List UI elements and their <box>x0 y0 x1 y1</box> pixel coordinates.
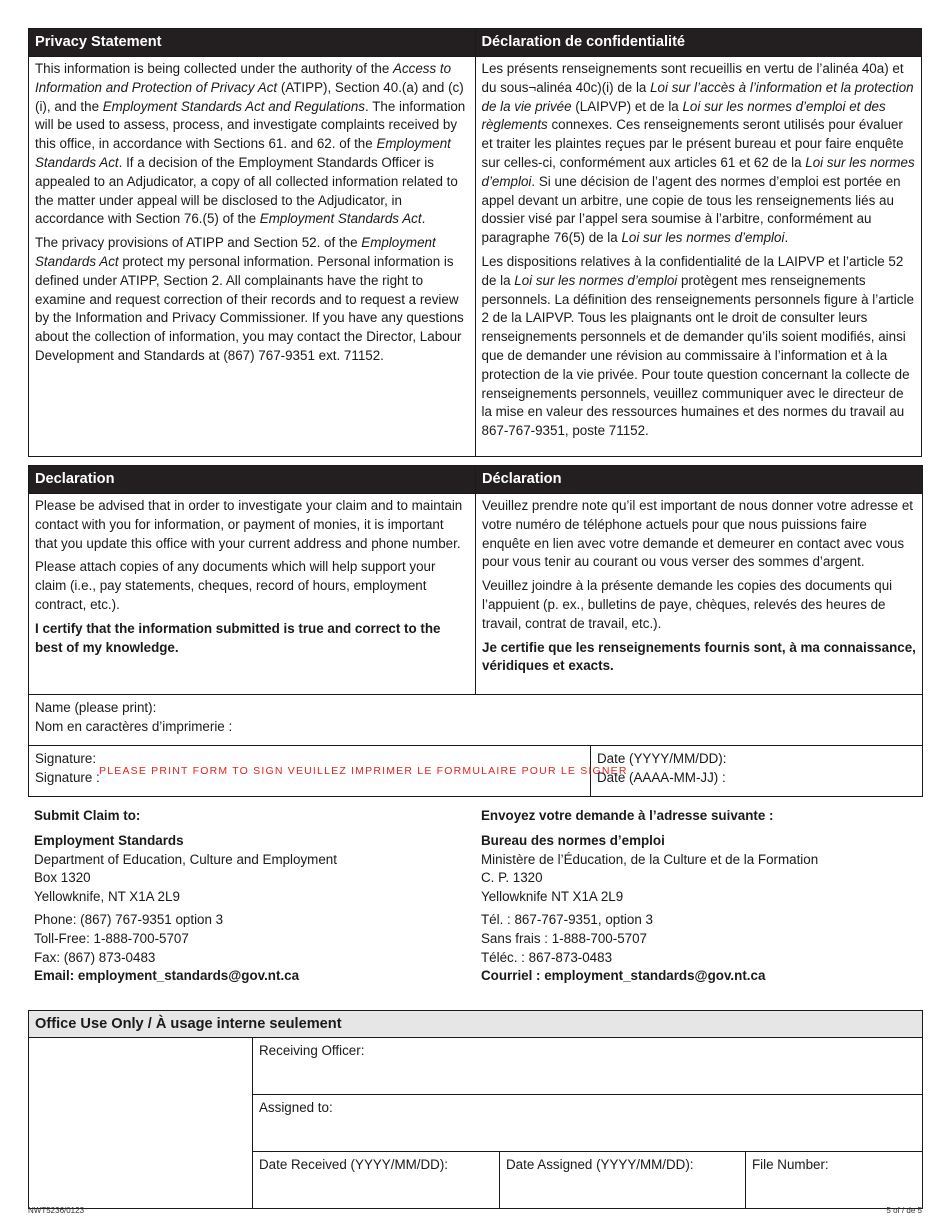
declaration-fr-paragraph-1: Veuillez prendre note qu’il est important de nous donner votre adresse et votre numéro de téléphone actuels pour que nous puissions faire enquête en lien avec votre demande et demeurer en contact avec vous pour vous tenir au courant ou vous verser des sommes d’argent. <box>482 498 913 570</box>
declaration-en-paragraph-1: Please be advised that in order to investigate your claim and to maintain contact with you for information, or payment of monies, it is important that you update this office with your current address and phone number. <box>35 498 463 551</box>
office-use-title: Office Use Only / À usage interne seulement <box>29 1011 923 1038</box>
declaration-en-certify: I certify that the information submitted is true and correct to the best of my knowledge. <box>35 620 441 655</box>
declaration-table <box>28 465 923 797</box>
submit-tollfree-fr: Sans frais : 1-888-700-5707 <box>481 930 647 946</box>
file-number-label: File Number: <box>752 1157 829 1173</box>
date-received-field[interactable] <box>253 1152 500 1209</box>
submit-address-line-1-en: Department of Education, Culture and Employment <box>34 851 337 867</box>
receiving-officer-label: Receiving Officer: <box>259 1043 365 1059</box>
signature-label-fr: Signature : <box>35 769 100 785</box>
assigned-to-label: Assigned to: <box>259 1100 333 1116</box>
form-page <box>28 28 922 1209</box>
declaration-text-fr <box>476 494 923 695</box>
privacy-fr-paragraph-2: Les dispositions relatives à la confidentialité de la LAIPVP et l’article 52 de la Loi sur les normes d’emploi protègent mes renseignements personnels. La définition des renseignements personnels figure à l’article 2 de la LAIPVP. Tous les plaignants ont le droit de consulter leurs renseignements personnels et de demander qu’ils soient modifiés, ainsi que de demander une révision au commissaire à l’information et à la protection de la vie privée. Pour toute question concernant la collecte de renseignements personnels, veuillez communiquer avec le directeur de la mise en valeur des ressources humaines et des normes du travail au 867-767-9351, poste 71152. <box>481 253 914 439</box>
privacy-title-en: Privacy Statement <box>29 29 476 57</box>
signature-label-en: Signature: <box>35 751 97 766</box>
submit-org-en: Employment Standards <box>34 832 184 848</box>
submit-heading-fr: Envoyez votre demande à l’adresse suivante : <box>481 808 774 823</box>
submit-fr <box>475 807 922 990</box>
privacy-en-paragraph-2: The privacy provisions of ATIPP and Section 52. of the Employment Standards Act protect my personal information. Personal information is defined under ATIPP, Section 2. All complainants have the right to examine and request correction of their records and to request a review by the Information and Privacy Commissioner. If you have any questions about the collection of information, you may contact the Director, Labour Development and Standards at (867) 767-9351 ext. 71152. <box>35 235 464 363</box>
page-number: 5 of / de 5 <box>886 1206 922 1215</box>
submit-org-fr: Bureau des normes d’emploi <box>481 832 665 848</box>
submit-en <box>28 807 475 990</box>
submit-email-fr[interactable]: Courriel : employment_standards@gov.nt.ca <box>481 968 766 984</box>
form-code: NWT5236/0123 <box>28 1206 85 1215</box>
date-received-label: Date Received (YYYY/MM/DD): <box>259 1157 449 1173</box>
declaration-fr-certify: Je certifie que les renseignements fournis sont, à ma connaissance, véridiques et exacts. <box>482 639 916 674</box>
submit-address-line-2-fr: C. P. 1320 <box>481 870 543 886</box>
submit-tollfree-en: Toll-Free: 1-888-700-5707 <box>34 930 189 946</box>
declaration-text-en <box>29 494 476 695</box>
name-label-fr: Nom en caractères d’imprimerie : <box>35 718 233 734</box>
declaration-en-paragraph-2: Please attach copies of any documents which will help support your claim (i.e., pay statements, cheques, record of hours, employment contract, etc.). <box>35 559 436 612</box>
assigned-to-field[interactable] <box>253 1095 923 1152</box>
office-stamp-area <box>29 1038 253 1209</box>
name-label-en: Name (please print): <box>35 700 157 715</box>
submit-claim-section <box>28 807 922 990</box>
date-label-en: Date (YYYY/MM/DD): <box>597 751 727 766</box>
privacy-fr-paragraph-1: Les présents renseignements sont recueillis en vertu de l’alinéa 40a) et du sous¬alinéa 40c)(i) de la Loi sur l’accès à l’information et la protection de la vie privée (LAIPVP) et de la Loi sur les normes d’emploi et des règlements connexes. Ces renseignements seront utilisés pour évaluer et traiter les plaintes reçues par le présent bureau et pour faire enquête sur celles-ci, conformément aux articles 61 et 62 de la Loi sur les normes d’emploi. Si une décision de l’agent des normes d’emploi est portée en appel devant un arbitre, une copie de tous les renseignements liés au dossier visé par l’appel sera soumise à l’arbitre, conformément au paragraphe 76(5) de la Loi sur les normes d’emploi. <box>481 61 915 246</box>
submit-heading-en: Submit Claim to: <box>34 808 141 823</box>
submit-address-line-3-fr: Yellowknife NT X1A 2L9 <box>481 889 624 905</box>
print-to-sign-note: PLEASE PRINT FORM TO SIGN VEUILLEZ IMPRIMER LE FORMULAIRE POUR LE SIGNER <box>99 765 628 777</box>
name-field[interactable] <box>29 695 923 746</box>
declaration-title-fr: Déclaration <box>476 466 923 494</box>
submit-address-line-3-en: Yellowknife, NT X1A 2L9 <box>34 889 180 905</box>
declaration-title-en: Declaration <box>29 466 476 494</box>
privacy-text-fr <box>475 57 922 457</box>
submit-fax-en: Fax: (867) 873-0483 <box>34 949 156 965</box>
submit-phone-fr: Tél. : 867-767-9351, option 3 <box>481 911 653 927</box>
date-label-fr: Date (AAAA-MM-JJ) : <box>597 769 726 785</box>
submit-address-line-2-en: Box 1320 <box>34 870 91 886</box>
receiving-officer-field[interactable] <box>253 1038 923 1095</box>
file-number-field[interactable] <box>746 1152 923 1209</box>
signature-field[interactable] <box>29 746 628 797</box>
date-assigned-field[interactable] <box>500 1152 746 1209</box>
date-assigned-label: Date Assigned (YYYY/MM/DD): <box>506 1157 694 1173</box>
privacy-text-en <box>29 57 476 457</box>
submit-address-line-1-fr: Ministère de l’Éducation, de la Culture et de la Formation <box>481 851 819 867</box>
date-field[interactable] <box>591 746 923 797</box>
privacy-statement-table <box>28 28 922 457</box>
declaration-fr-paragraph-2: Veuillez joindre à la présente demande les copies des documents qui l’appuient (p. ex., bulletins de paye, chèques, relevés des heures de travail, contrat de travail, etc.). <box>482 578 893 631</box>
office-use-table <box>28 1010 923 1209</box>
submit-fax-fr: Téléc. : 867-873-0483 <box>481 949 613 965</box>
privacy-title-fr: Déclaration de confidentialité <box>475 29 922 57</box>
submit-phone-en: Phone: (867) 767-9351 option 3 <box>34 911 224 927</box>
privacy-en-paragraph-1: This information is being collected under the authority of the Access to Information and Protection of Privacy Act (ATIPP), Section 40.(a) and (c)(i), and the Employment Standards Act and Regulations. The information will be used to assess, process, and investigate complaints received by this office, in accordance with Sections 61. and 62. of the Employment Standards Act. If a decision of the Employment Standards Officer is appealed to an Adjudicator, a copy of all collected information related to the matter under appeal will be disclosed to the Adjudicator, in accordance with Section 76.(5) of the Employment Standards Act. <box>35 61 466 227</box>
submit-email-en[interactable]: Email: employment_standards@gov.nt.ca <box>34 968 300 984</box>
